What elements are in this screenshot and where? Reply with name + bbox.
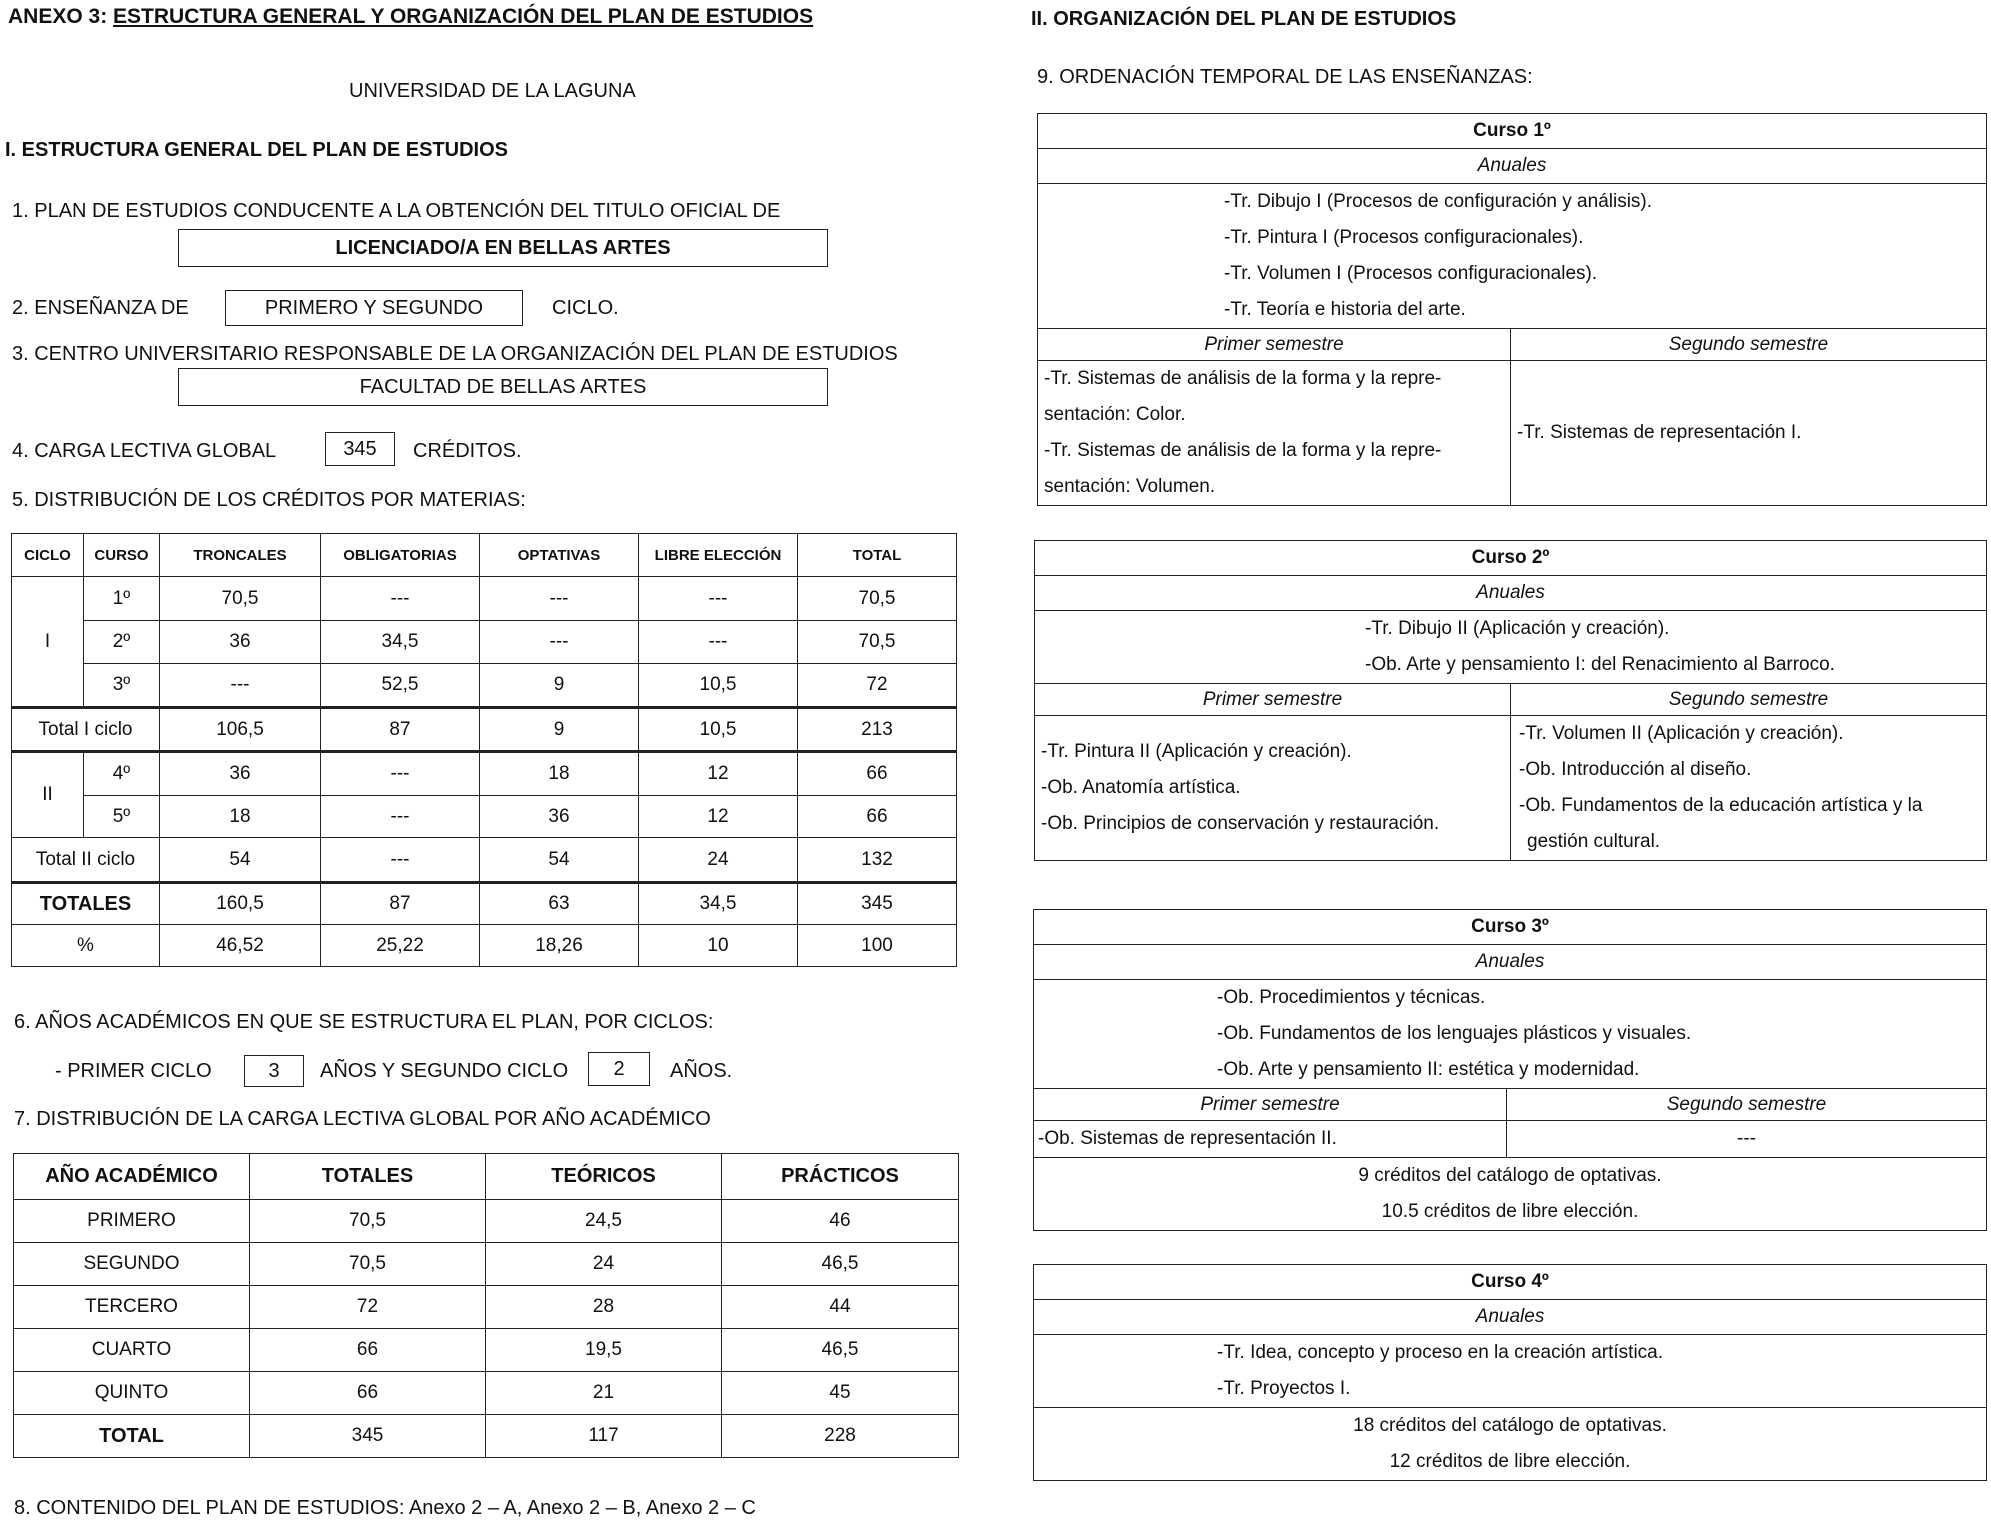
curso-3-s2-item: --- xyxy=(1507,1121,1987,1158)
academic-year-table xyxy=(13,1153,959,1458)
curso-2-second-semester: Segundo semestre xyxy=(1511,684,1987,716)
table-cell: --- xyxy=(480,621,639,664)
table-cell: 70,5 xyxy=(798,621,957,664)
curso-2-table xyxy=(1034,540,1987,861)
list-item: -Tr. Volumen II (Aplicación y creación). xyxy=(1519,723,1844,744)
table-cell: --- xyxy=(321,838,480,883)
header-libre: LIBRE ELECCIÓN xyxy=(639,534,798,577)
table-cell: 36 xyxy=(160,621,321,664)
curso-3-anuales: Anuales xyxy=(1034,945,1987,980)
table-cell: 70,5 xyxy=(250,1243,486,1286)
table-cell: 345 xyxy=(250,1415,486,1458)
table-row xyxy=(14,1200,959,1243)
table-cell: 12 xyxy=(639,796,798,838)
section-1-heading: I. ESTRUCTURA GENERAL DEL PLAN DE ESTUDIOS xyxy=(5,139,509,161)
table-cell: 72 xyxy=(250,1286,486,1329)
curso-1-s2-item: -Tr. Sistemas de representación I. xyxy=(1511,361,1987,506)
table-cell: --- xyxy=(321,796,480,838)
list-item: -Ob. Introducción al diseño. xyxy=(1519,759,1752,780)
table-cell: Total I ciclo xyxy=(12,708,160,752)
item-6-first: - PRIMER CICLO xyxy=(55,1060,212,1082)
curso-4-title: Curso 4º xyxy=(1034,1265,1987,1300)
table-row xyxy=(14,1243,959,1286)
curso-2-s1-list xyxy=(1035,716,1511,861)
table-row xyxy=(12,664,957,708)
degree-title: LICENCIADO/A EN BELLAS ARTES xyxy=(335,236,671,259)
curso-3-s1-item: -Ob. Sistemas de representación II. xyxy=(1034,1121,1507,1158)
table-cell: 52,5 xyxy=(321,664,480,708)
table-cell: 34,5 xyxy=(321,621,480,664)
header-totales: TOTALES xyxy=(250,1154,486,1200)
table-cell: 213 xyxy=(798,708,957,752)
cycle-cell: II xyxy=(12,752,84,838)
list-item: 10.5 créditos de libre elección. xyxy=(1381,1201,1639,1222)
table-cell: 345 xyxy=(798,883,957,925)
table-cell: 70,5 xyxy=(250,1200,486,1243)
annex-prefix: ANEXO 3: xyxy=(8,5,114,28)
header-practicos: PRÁCTICOS xyxy=(722,1154,959,1200)
table-cell: 54 xyxy=(160,838,321,883)
credits-value: 345 xyxy=(343,437,377,460)
table-cell: 44 xyxy=(722,1286,959,1329)
table-cell: 36 xyxy=(480,796,639,838)
curso-4-annual-list xyxy=(1034,1335,1987,1408)
table-cell: 66 xyxy=(798,796,957,838)
table-cell: 66 xyxy=(250,1372,486,1415)
university-name: UNIVERSIDAD DE LA LAGUNA xyxy=(349,80,636,102)
table-cell: QUINTO xyxy=(14,1372,250,1415)
table-cell: 46,52 xyxy=(160,925,321,967)
table-row xyxy=(14,1329,959,1372)
curso-2-s2-list xyxy=(1511,716,1987,861)
item-8-label: 8. CONTENIDO DEL PLAN DE ESTUDIOS: xyxy=(14,1497,409,1519)
table-cell: 228 xyxy=(722,1415,959,1458)
list-item: -Ob. Fundamentos de la educación artística y la xyxy=(1519,795,1923,816)
list-item: 18 créditos del catálogo de optativas. xyxy=(1353,1415,1667,1436)
curso-3-first-semester: Primer semestre xyxy=(1034,1089,1507,1121)
table-cell: 45 xyxy=(722,1372,959,1415)
table-cell: 106,5 xyxy=(160,708,321,752)
list-item: sentación: Color. xyxy=(1044,404,1186,425)
list-item: gestión cultural. xyxy=(1527,831,1661,852)
center-box xyxy=(178,368,828,406)
degree-title-box xyxy=(178,229,828,267)
table-cell: 70,5 xyxy=(798,577,957,621)
table-cell: 5º xyxy=(84,796,160,838)
list-item: -Tr. Teoría e historia del arte. xyxy=(1224,299,1466,320)
table-cell: --- xyxy=(639,621,798,664)
curso-1-title: Curso 1º xyxy=(1038,114,1987,149)
curso-3-extra xyxy=(1034,1158,1987,1231)
table-row xyxy=(12,577,957,621)
header-curso: CURSO xyxy=(84,534,160,577)
section-2-heading: II. ORGANIZACIÓN DEL PLAN DE ESTUDIOS xyxy=(1031,8,1457,30)
table-cell: 3º xyxy=(84,664,160,708)
curso-4-table xyxy=(1033,1264,1987,1481)
table-row xyxy=(12,925,957,967)
table-cell: 24 xyxy=(486,1243,722,1286)
list-item: -Ob. Anatomía artística. xyxy=(1041,777,1241,798)
item-3-label: 3. CENTRO UNIVERSITARIO RESPONSABLE DE LA ORGANIZACIÓN DEL PLAN DE ESTUDIOS xyxy=(12,343,898,365)
list-item: -Tr. Idea, concepto y proceso en la creación artística. xyxy=(1217,1342,1664,1363)
table-cell: 70,5 xyxy=(160,577,321,621)
curso-3-annual-list xyxy=(1034,980,1987,1089)
table-cell: 18 xyxy=(480,752,639,796)
table-cell: 10,5 xyxy=(639,664,798,708)
table-cell: 25,22 xyxy=(321,925,480,967)
table-cell: 12 xyxy=(639,752,798,796)
table-cell: 46,5 xyxy=(722,1243,959,1286)
table-row xyxy=(14,1372,959,1415)
table-cell: 63 xyxy=(480,883,639,925)
header-academic-year: AÑO ACADÉMICO xyxy=(14,1154,250,1200)
table-cell: 34,5 xyxy=(639,883,798,925)
list-item: sentación: Volumen. xyxy=(1044,476,1216,497)
curso-1-table xyxy=(1037,113,1987,506)
item-4-suffix: CRÉDITOS. xyxy=(413,440,522,462)
curso-2-first-semester: Primer semestre xyxy=(1035,684,1511,716)
first-cycle-years-box xyxy=(244,1055,304,1087)
curso-3-title: Curso 3º xyxy=(1034,910,1987,945)
curso-3-second-semester: Segundo semestre xyxy=(1507,1089,1987,1121)
table-cell: 54 xyxy=(480,838,639,883)
annex-heading xyxy=(8,5,813,29)
list-item: -Tr. Volumen I (Procesos configuracionales). xyxy=(1224,263,1598,284)
list-item: -Ob. Arte y pensamiento I: del Renacimiento al Barroco. xyxy=(1365,654,1835,675)
table-cell: Total II ciclo xyxy=(12,838,160,883)
credits-box xyxy=(325,432,395,466)
table-cell: 9 xyxy=(480,664,639,708)
table-cell: CUARTO xyxy=(14,1329,250,1372)
table-row xyxy=(12,796,957,838)
curso-2-title: Curso 2º xyxy=(1035,541,1987,576)
table-cell: 4º xyxy=(84,752,160,796)
table-row xyxy=(12,752,957,796)
table-cell: 46 xyxy=(722,1200,959,1243)
table-cell: 28 xyxy=(486,1286,722,1329)
header-teoricos: TEÓRICOS xyxy=(486,1154,722,1200)
table-row xyxy=(14,1286,959,1329)
curso-1-annual-list xyxy=(1038,184,1987,329)
list-item: -Tr. Proyectos I. xyxy=(1217,1378,1351,1399)
header-optativas: OPTATIVAS xyxy=(480,534,639,577)
annex-title: ESTRUCTURA GENERAL Y ORGANIZACIÓN DEL PLAN DE ESTUDIOS xyxy=(113,5,814,28)
item-8 xyxy=(14,1497,756,1520)
table-cell: --- xyxy=(321,577,480,621)
table-cell: 10,5 xyxy=(639,708,798,752)
table-cell: --- xyxy=(639,577,798,621)
table-row xyxy=(12,708,957,752)
table-cell: % xyxy=(12,925,160,967)
list-item: -Tr. Dibujo I (Procesos de configuración y análisis). xyxy=(1224,191,1653,212)
curso-2-annual-list xyxy=(1035,611,1987,684)
table-cell: 87 xyxy=(321,883,480,925)
list-item: -Tr. Pintura I (Procesos configuracionales). xyxy=(1224,227,1584,248)
credits-distribution-table xyxy=(11,533,957,967)
table-cell: 66 xyxy=(250,1329,486,1372)
table-cell: TOTAL xyxy=(14,1415,250,1458)
table-cell: 46,5 xyxy=(722,1329,959,1372)
curso-2-anuales: Anuales xyxy=(1035,576,1987,611)
table-cell: --- xyxy=(321,752,480,796)
curso-1-first-semester: Primer semestre xyxy=(1038,329,1511,361)
list-item: -Tr. Sistemas de análisis de la forma y la repre- xyxy=(1044,440,1442,461)
table-cell: 66 xyxy=(798,752,957,796)
table-cell: 18,26 xyxy=(480,925,639,967)
item-5-label: 5. DISTRIBUCIÓN DE LOS CRÉDITOS POR MATERIAS: xyxy=(12,489,526,511)
item-6-label: 6. AÑOS ACADÉMICOS EN QUE SE ESTRUCTURA EL PLAN, POR CICLOS: xyxy=(14,1011,714,1033)
item-6-middle: AÑOS Y SEGUNDO CICLO xyxy=(320,1060,569,1082)
header-ciclo: CICLO xyxy=(12,534,84,577)
table-cell: TOTALES xyxy=(12,883,160,925)
header-total: TOTAL xyxy=(798,534,957,577)
table-cell: 36 xyxy=(160,752,321,796)
list-item: -Ob. Procedimientos y técnicas. xyxy=(1217,987,1486,1008)
table-cell: 9 xyxy=(480,708,639,752)
list-item: -Ob. Principios de conservación y restauración. xyxy=(1041,813,1440,834)
table-cell: --- xyxy=(160,664,321,708)
table-cell: 160,5 xyxy=(160,883,321,925)
table-cell: 132 xyxy=(798,838,957,883)
curso-4-extra xyxy=(1034,1408,1987,1481)
curso-3-table xyxy=(1033,909,1987,1231)
table-cell: 72 xyxy=(798,664,957,708)
cycle-value: PRIMERO Y SEGUNDO xyxy=(264,296,484,319)
list-item: -Ob. Fundamentos de los lenguajes plásticos y visuales. xyxy=(1217,1023,1692,1044)
table-cell: 18 xyxy=(160,796,321,838)
table-row xyxy=(14,1415,959,1458)
second-cycle-years-box xyxy=(588,1052,650,1086)
item-2-label: 2. ENSEÑANZA DE xyxy=(12,297,189,319)
curso-1-second-semester: Segundo semestre xyxy=(1511,329,1987,361)
item-7-label: 7. DISTRIBUCIÓN DE LA CARGA LECTIVA GLOBAL POR AÑO ACADÉMICO xyxy=(14,1108,711,1130)
table-cell: 1º xyxy=(84,577,160,621)
year-table-header xyxy=(14,1154,959,1200)
second-cycle-years: 2 xyxy=(613,1057,625,1080)
table-row xyxy=(12,621,957,664)
list-item: 9 créditos del catálogo de optativas. xyxy=(1358,1165,1662,1186)
credits-table-header xyxy=(12,534,957,577)
cycle-box xyxy=(225,290,523,326)
item-4-label: 4. CARGA LECTIVA GLOBAL xyxy=(12,440,277,462)
table-cell: --- xyxy=(480,577,639,621)
table-cell: 2º xyxy=(84,621,160,664)
list-item: -Ob. Arte y pensamiento II: estética y modernidad. xyxy=(1217,1059,1640,1080)
table-cell: 21 xyxy=(486,1372,722,1415)
table-cell: TERCERO xyxy=(14,1286,250,1329)
header-obligatorias: OBLIGATORIAS xyxy=(321,534,480,577)
list-item: -Tr. Dibujo II (Aplicación y creación). xyxy=(1365,618,1670,639)
table-row xyxy=(12,838,957,883)
table-cell: 100 xyxy=(798,925,957,967)
list-item: -Tr. Pintura II (Aplicación y creación). xyxy=(1041,741,1352,762)
item-2-suffix: CICLO. xyxy=(552,297,619,319)
curso-1-s1-list xyxy=(1038,361,1511,506)
table-cell: 24 xyxy=(639,838,798,883)
table-cell: 10 xyxy=(639,925,798,967)
curso-4-anuales: Anuales xyxy=(1034,1300,1987,1335)
curso-1-anuales: Anuales xyxy=(1038,149,1987,184)
first-cycle-years: 3 xyxy=(268,1059,280,1082)
table-cell: 87 xyxy=(321,708,480,752)
list-item: -Tr. Sistemas de análisis de la forma y la repre- xyxy=(1044,368,1442,389)
table-cell: 19,5 xyxy=(486,1329,722,1372)
table-cell: PRIMERO xyxy=(14,1200,250,1243)
item-6-suffix: AÑOS. xyxy=(670,1060,733,1082)
table-cell: SEGUNDO xyxy=(14,1243,250,1286)
list-item: 12 créditos de libre elección. xyxy=(1389,1451,1631,1472)
table-cell: 24,5 xyxy=(486,1200,722,1243)
table-row xyxy=(12,883,957,925)
item-9-label: 9. ORDENACIÓN TEMPORAL DE LAS ENSEÑANZAS: xyxy=(1037,66,1533,88)
cycle-cell: I xyxy=(12,577,84,708)
item-1-label: 1. PLAN DE ESTUDIOS CONDUCENTE A LA OBTENCIÓN DEL TITULO OFICIAL DE xyxy=(12,200,781,222)
header-troncales: TRONCALES xyxy=(160,534,321,577)
table-cell: 117 xyxy=(486,1415,722,1458)
center-value: FACULTAD DE BELLAS ARTES xyxy=(359,375,647,398)
item-8-value: Anexo 2 – A, Anexo 2 – B, Anexo 2 – C xyxy=(408,1497,756,1519)
